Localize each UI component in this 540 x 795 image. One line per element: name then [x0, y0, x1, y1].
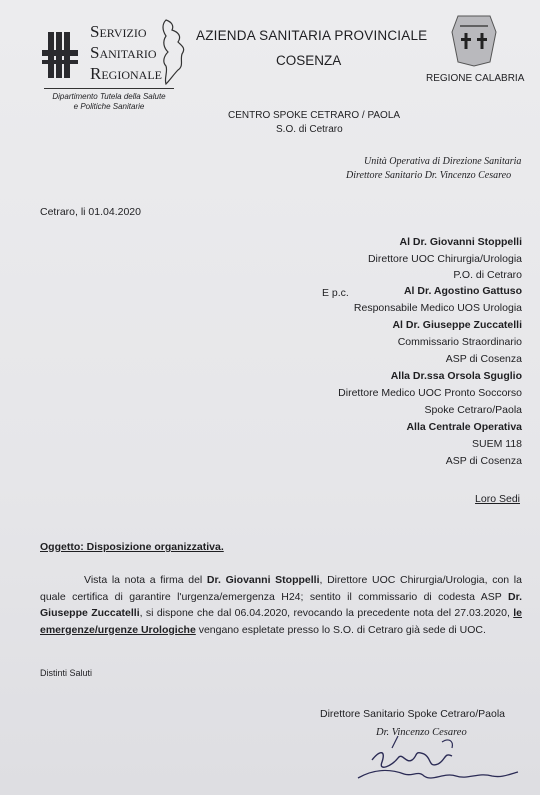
recipient-line: Commissario Straordinario — [397, 336, 522, 348]
recipient-line: Direttore Medico UOC Pronto Soccorso — [338, 387, 522, 399]
recipient-line: Spoke Cetraro/Paola — [424, 404, 522, 416]
recipient-line: Alla Centrale Operativa — [406, 421, 522, 433]
recipient-line: ASP di Cosenza — [445, 455, 522, 467]
region-label: REGIONE CALABRIA — [426, 73, 525, 84]
recipient-line: SUEM 118 — [472, 438, 522, 450]
recipient-line: Al Dr. Giuseppe Zuccatelli — [392, 319, 522, 331]
loro-sedi: Loro Sedi — [475, 493, 520, 505]
recipient-line: ASP di Cosenza — [445, 353, 522, 365]
signature-name: Dr. Vincenzo Cesareo — [376, 727, 467, 738]
signature-title: Direttore Sanitario Spoke Cetraro/Paola — [320, 708, 506, 720]
ssr-wordmark: SERVIZIO SANITARIO REGIONALE — [90, 22, 162, 83]
calabria-map-icon — [152, 18, 192, 88]
subject-line: Oggetto: Disposizione organizzativa. — [40, 541, 224, 553]
unit-name: Unità Operativa di Direzione Sanitaria — [364, 156, 522, 167]
centro-spoke-label: CENTRO SPOKE CETRARO / PAOLA — [228, 110, 401, 121]
recipient-line: Al Dr. Agostino Gattuso — [403, 285, 522, 297]
ssr-cross-logo-icon — [40, 30, 80, 80]
recipient-line: Al Dr. Giovanni Stoppelli — [399, 236, 522, 248]
handwritten-signature-icon — [352, 720, 522, 790]
unit-director: Direttore Sanitario Dr. Vincenzo Cesareo — [346, 170, 512, 181]
so-label: S.O. di Cetraro — [276, 124, 343, 135]
department-caption: Dipartimento Tutela della Salute e Politiche Sanitarie — [52, 92, 166, 111]
letter-body: Vista la nota a firma del Dr. Giovanni Stoppelli, Direttore UOC Chirurgia/Urologia, con la quale certifica di garantire l'urgenza/emergenza H24; sentito il commissario di codesta ASP Dr. Giuseppe Zuccatelli, si dispone che dal 06.04.2020, revocando la precedente nota del 27.03.2020, le emergenze/urgenze Urologiche vengano espletate presso lo S.O. di Cetraro già sede di UOC. — [40, 574, 522, 636]
regione-calabria-emblem-icon — [444, 12, 504, 68]
asp-title: AZIENDA SANITARIA PROVINCIALE — [196, 28, 428, 43]
recipient-line: Alla Dr.ssa Orsola Sguglio — [390, 370, 522, 382]
letter-date: Cetraro, li 01.04.2020 — [40, 206, 141, 218]
dept-divider — [44, 88, 174, 89]
recipient-line: Responsabile Medico UOS Urologia — [353, 302, 522, 314]
recipient-line: Direttore UOC Chirurgia/Urologia — [367, 253, 522, 265]
closing-greeting: Distinti Saluti — [40, 668, 93, 678]
epc-label: E p.c. — [322, 287, 349, 299]
asp-city: COSENZA — [276, 53, 342, 68]
recipient-line: P.O. di Cetraro — [453, 269, 522, 281]
